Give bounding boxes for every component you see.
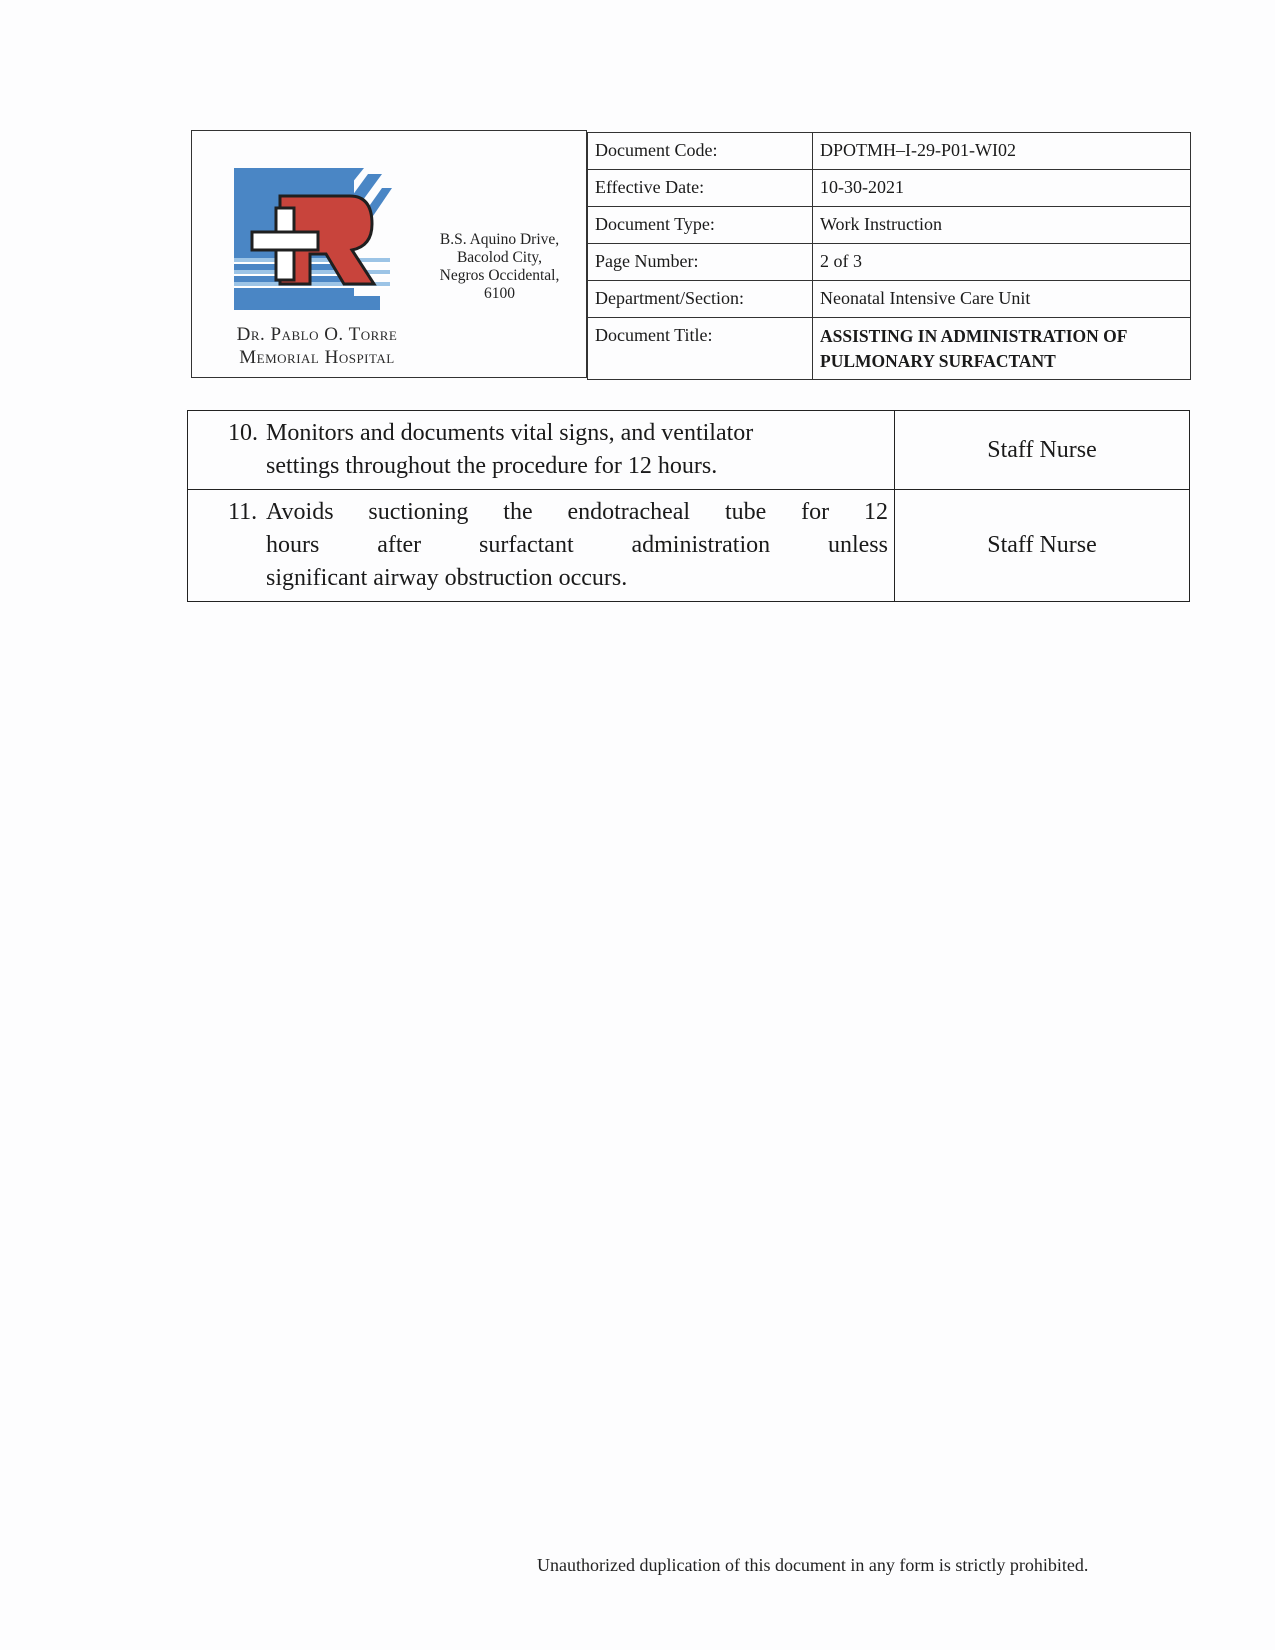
step-description [188,490,895,602]
step-responsible: Staff Nurse [895,490,1190,602]
step-number: 11. [228,499,258,525]
address-line: Bacolod City, [456,249,543,266]
hospital-name-line2: Memorial Hospital [239,347,395,368]
metadata-row-page-number [588,244,1191,281]
document-header [191,130,1191,382]
step-text-line: significant airway obstruction occurs. [266,565,628,591]
document-title [813,318,1191,380]
metadata-value: 2 of 3 [813,244,1191,281]
metadata-row-department [588,281,1191,318]
document-title-line: PULMONARY SURFACTANT [820,351,1056,371]
procedure-steps-table [187,410,1190,602]
metadata-label: Document Title: [588,318,813,380]
document-title-line: ASSISTING IN ADMINISTRATION OF [820,326,1128,346]
hospital-name-line1: Dr. Pablo O. Torre [236,324,398,345]
metadata-row-document-title [588,318,1191,380]
metadata-row-document-code [588,133,1191,170]
address-line: 6100 [484,285,515,302]
step-description [188,411,895,490]
hospital-name [202,323,432,369]
step-row [188,490,1190,602]
metadata-label: Document Type: [588,207,813,244]
metadata-label: Department/Section: [588,281,813,318]
metadata-label: Document Code: [588,133,813,170]
metadata-value: Neonatal Intensive Care Unit [813,281,1191,318]
footer-notice: Unauthorized duplication of this document in any form is strictly prohibited. [537,1555,1089,1575]
step-text-line: hours after surfactant administration unless [266,532,888,558]
hospital-logo-cell [191,130,587,378]
document-metadata-table [587,132,1191,380]
metadata-label: Effective Date: [588,170,813,207]
metadata-row-document-type [588,207,1191,244]
address-line: B.S. Aquino Drive, [439,231,560,248]
step-row [188,411,1190,490]
hospital-cross-r-logo-icon [232,166,392,316]
metadata-value: Work Instruction [813,207,1191,244]
step-text-line: Avoids suctioning the endotracheal tube for 12 [266,499,888,525]
metadata-row-effective-date [588,170,1191,207]
step-text-line: Monitors and documents vital signs, and ventilator [266,420,754,446]
metadata-value: 10-30-2021 [813,170,1191,207]
metadata-value: DPOTMH–I-29-P01-WI02 [813,133,1191,170]
step-responsible: Staff Nurse [895,411,1190,490]
step-text-line: settings throughout the procedure for 12 hours. [266,453,718,479]
step-number: 10. [228,420,258,446]
address-line: Negros Occidental, [439,267,560,284]
hospital-address [417,231,582,303]
metadata-label: Page Number: [588,244,813,281]
